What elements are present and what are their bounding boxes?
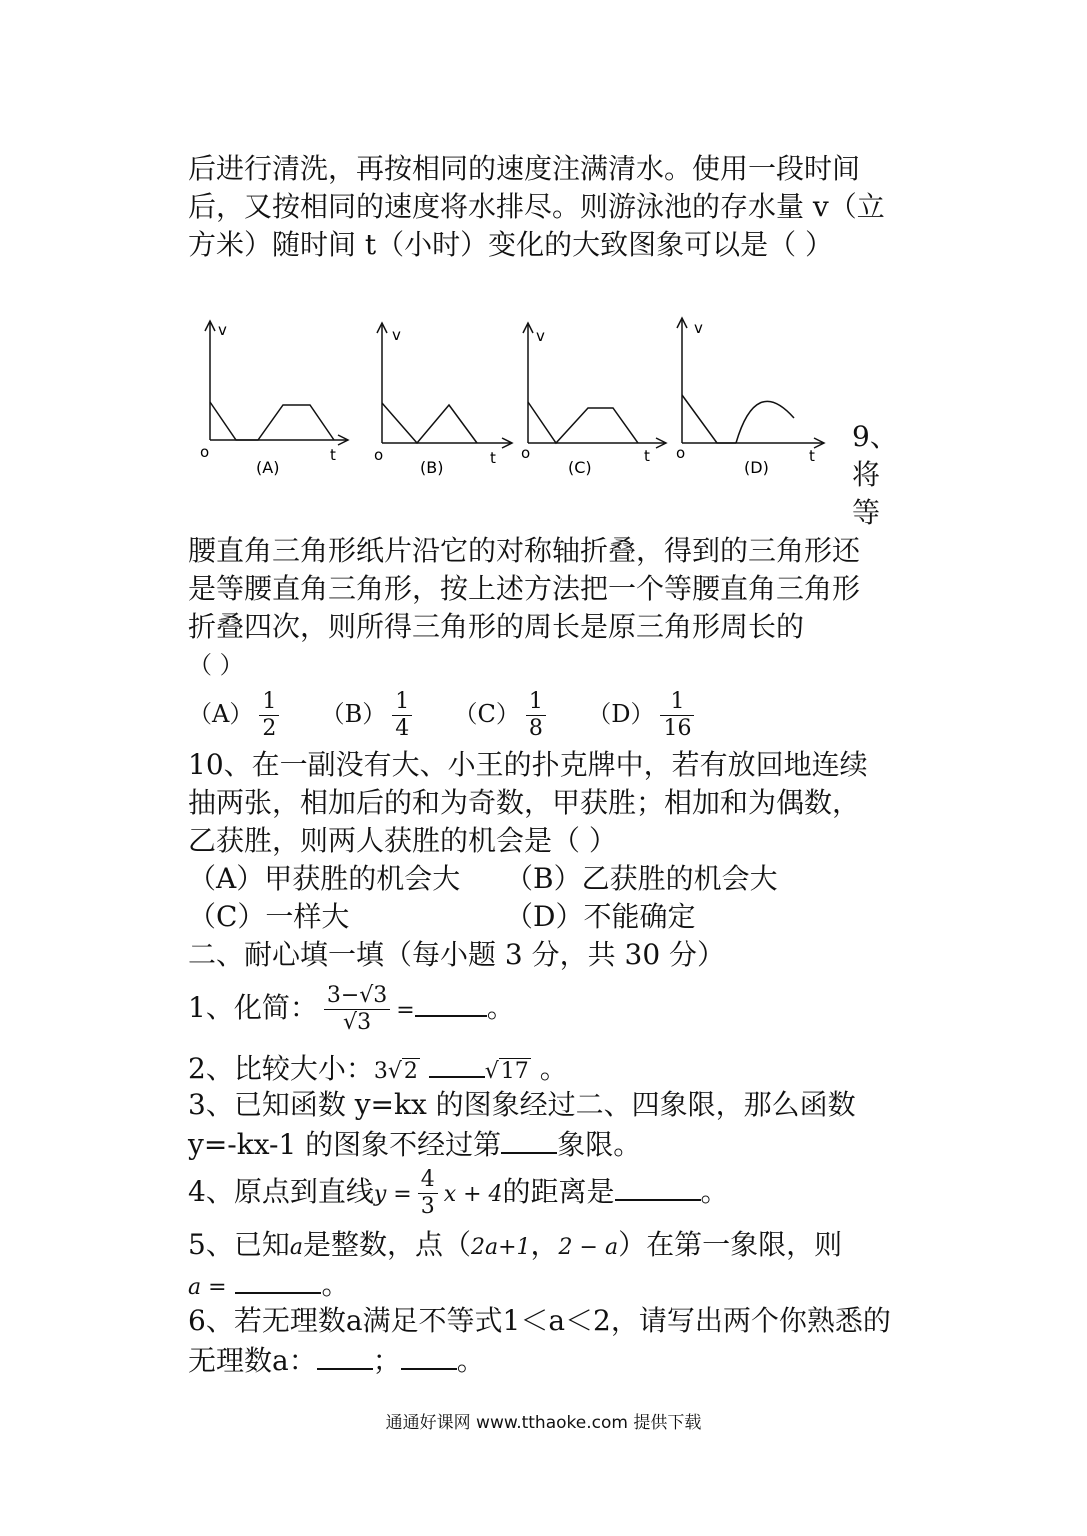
q9-options [188, 686, 700, 742]
graph-d [674, 315, 834, 489]
graph-a [198, 315, 358, 489]
q9-side2: 将 [852, 458, 881, 491]
q9-line1: 腰直角三角形纸片沿它的对称轴折叠，得到的三角形还 [188, 534, 861, 567]
q10-line2: 抽两张，相加后的和为奇数，甲获胜；相加和为偶数， [188, 786, 861, 819]
graph-b [372, 315, 532, 489]
graph-b-svg [372, 315, 532, 485]
q8-line3: 方米）随时间 t（小时）变化的大致图象可以是（ ） [188, 228, 834, 261]
graph-b-ylabel: v [392, 326, 401, 344]
q8-line2: 后，又按相同的速度将水排尽。则游泳池的存水量 v（立 [188, 190, 885, 223]
section2-title: 二、耐心填一填（每小题 3 分，共 30 分） [188, 938, 726, 971]
f2-blank[interactable] [429, 1048, 485, 1078]
graph-c-ylabel: v [536, 327, 545, 345]
q9-a-den: 2 [262, 716, 277, 741]
graph-c-origin: o [521, 444, 531, 462]
q9-c-den: 8 [528, 716, 543, 741]
q9-d-den: 16 [663, 716, 692, 741]
graph-c-label: (C) [568, 458, 592, 477]
graph-b-xlabel: t [490, 449, 496, 467]
q10-option-b: （B）乙获胜的机会大 [505, 862, 778, 895]
fill-4: 4、原点到直线y = $\frac{4}{3}$ x + 4的距离是 。 [188, 1167, 729, 1219]
f6-line2: 无理数a： ； 。 [188, 1340, 485, 1380]
fill-5-line2: a = 。 [188, 1264, 349, 1307]
f1-den: √3 [343, 1010, 372, 1035]
graph-d-label: (D) [744, 458, 769, 477]
graph-b-origin: o [374, 446, 384, 464]
graph-d-ylabel: v [694, 319, 703, 337]
q9-option-b: （B） $\frac{1}{4}$ [321, 700, 426, 728]
f4-blank[interactable] [615, 1171, 701, 1201]
graph-c-svg [518, 315, 678, 485]
f4-den: 3 [420, 1194, 435, 1219]
graph-b-label: (B) [420, 458, 444, 477]
fill-2: 2、比较大小：3√2 √17 。 [188, 1048, 568, 1091]
graph-d-xlabel: t [809, 447, 815, 465]
q9-line2: 是等腰直角三角形，按上述方法把一个等腰直角三角形 [188, 572, 861, 605]
q9-d-num: 1 [660, 689, 694, 716]
q9-b-num: 1 [392, 689, 412, 716]
fill-1: 1、化简： $\frac{3-√3}{√3}$ = 。 [188, 983, 515, 1035]
q9-side1: 9、 [852, 420, 898, 453]
q9-option-d: （D） $\frac{1}{16}$ [587, 700, 700, 728]
q9-line3: 折叠四次，则所得三角形的周长是原三角形周长的 [188, 610, 805, 643]
q9-a-num: 1 [259, 689, 279, 716]
f1-num: 3−√3 [324, 983, 390, 1010]
graph-d-svg [674, 315, 834, 485]
q9-side3: 等 [852, 496, 881, 529]
q8-line1: 后进行清洗，再按相同的速度注满清水。使用一段时间 [188, 152, 861, 185]
f5-blank[interactable] [235, 1264, 321, 1294]
f1-blank[interactable] [415, 987, 487, 1017]
graph-a-origin: o [200, 443, 210, 461]
q10-option-c: （C）一样大 [188, 900, 350, 933]
f6-blank-1[interactable] [317, 1340, 373, 1370]
f4-num: 4 [418, 1167, 438, 1194]
graph-d-origin: o [676, 444, 686, 462]
graph-c-xlabel: t [644, 447, 650, 465]
graph-a-xlabel: t [330, 446, 336, 464]
graph-a-label: (A) [256, 458, 280, 477]
f6-line1: 6、若无理数a满足不等式1＜a＜2，请写出两个你熟悉的 [188, 1304, 891, 1337]
f3-line1: 3、已知函数 y=kx 的图象经过二、四象限，那么函数 [188, 1088, 856, 1121]
q9-paren: （ ） [188, 651, 244, 679]
graph-c [518, 315, 678, 489]
graph-a-ylabel: v [218, 321, 227, 339]
q10-option-d: （D）不能确定 [505, 900, 696, 933]
q10-option-a: （A）甲获胜的机会大 [188, 862, 461, 895]
fill-5: 5、已知a是整数，点（2a+1，2 − a）在第一象限，则 [188, 1228, 843, 1261]
q9-option-a: （A） $\frac{1}{2}$ [188, 700, 293, 728]
q10-line3: 乙获胜，则两人获胜的机会是（ ） [188, 824, 617, 857]
f3-line2: y=-kx-1 的图象不经过第 象限。 [188, 1124, 641, 1164]
q10-line1: 10、在一副没有大、小王的扑克牌中，若有放回地连续 [188, 748, 868, 781]
f3-blank[interactable] [501, 1124, 557, 1154]
q9-option-c: （C） $\frac{1}{8}$ [454, 700, 560, 728]
f6-blank-2[interactable] [401, 1340, 457, 1370]
graph-a-svg [198, 315, 358, 485]
q9-b-den: 4 [395, 716, 410, 741]
q9-c-num: 1 [526, 689, 546, 716]
footer-credit: 通通好课网 www.tthaoke.com 提供下载 [385, 1413, 702, 1433]
